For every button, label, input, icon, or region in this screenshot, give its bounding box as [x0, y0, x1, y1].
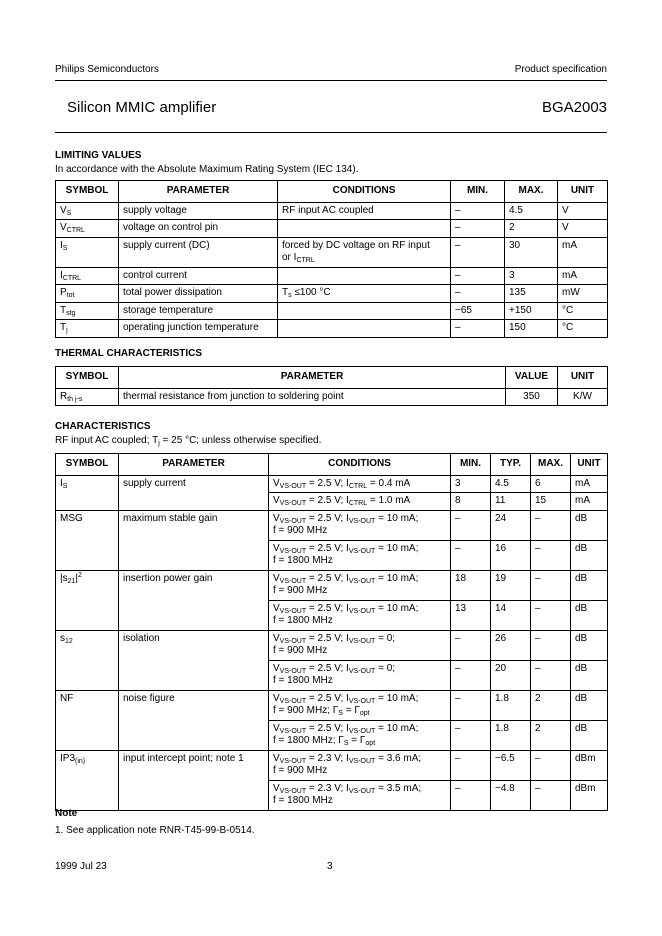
max-cell: 2: [505, 220, 558, 238]
table-row: [56, 267, 608, 285]
table-row: [56, 510, 608, 540]
column-header: SYMBOL: [56, 181, 119, 203]
column-header: UNIT: [558, 181, 608, 203]
max-cell: –: [531, 510, 571, 540]
min-cell: –: [451, 660, 491, 690]
unit-cell: °C: [558, 302, 608, 320]
unit-cell: dB: [571, 570, 608, 600]
parameter-cell: input intercept point; note 1: [119, 750, 269, 810]
thermal-table: [55, 366, 608, 406]
max-cell: 2: [531, 690, 571, 720]
min-cell: −65: [451, 302, 505, 320]
max-cell: –: [531, 630, 571, 660]
typ-cell: 1.8: [491, 690, 531, 720]
parameter-cell: supply voltage: [119, 202, 278, 220]
characteristics-heading: CHARACTERISTICS: [55, 421, 151, 432]
symbol-cell: $I_S$: [56, 475, 119, 510]
symbol-cell: $V_{CTRL}$: [56, 220, 119, 238]
symbol-cell: $T_{stg}$: [56, 302, 119, 320]
parameter-cell: supply current: [119, 475, 269, 510]
parameter-cell: maximum stable gain: [119, 510, 269, 570]
max-cell: –: [531, 540, 571, 570]
table-row: [56, 285, 608, 303]
column-header: CONDITIONS: [269, 454, 451, 476]
unit-cell: V: [558, 202, 608, 220]
conditions-cell: $V_{VS-OUT} = 2.5$ V; $I_{VS-OUT} = 10$ mA; f = 900 MHz; $\Gamma_S = \Gamma_{opt}$: [269, 690, 451, 720]
min-cell: –: [451, 780, 491, 810]
typ-cell: 14: [491, 600, 531, 630]
symbol-cell: $s_{12}$: [56, 630, 119, 690]
typ-cell: 24: [491, 510, 531, 540]
parameter-cell: voltage on control pin: [119, 220, 278, 238]
conditions-cell: [278, 320, 451, 338]
typ-cell: −6.5: [491, 750, 531, 780]
min-cell: –: [451, 540, 491, 570]
column-header: MAX.: [531, 454, 571, 476]
typ-cell: 26: [491, 630, 531, 660]
conditions-cell: $V_{VS-OUT} = 2.3$ V; $I_{VS-OUT} = 3.5$ mA; f = 1800 MHz: [269, 780, 451, 810]
unit-cell: V: [558, 220, 608, 238]
min-cell: –: [451, 630, 491, 660]
max-cell: 3: [505, 267, 558, 285]
header-rule-top: [55, 80, 607, 81]
max-cell: –: [531, 600, 571, 630]
unit-cell: dB: [571, 630, 608, 660]
parameter-cell: insertion power gain: [119, 570, 269, 630]
symbol-cell: $V_S$: [56, 202, 119, 220]
table-row: [56, 220, 608, 238]
symbol-cell: $R_{th j-s}$: [56, 388, 119, 406]
unit-cell: mA: [558, 237, 608, 267]
column-header: MIN.: [451, 181, 505, 203]
note-heading: Note: [55, 808, 78, 819]
conditions-cell: $T_s \le 100$ °C: [278, 285, 451, 303]
conditions-cell: RF input AC coupled: [278, 202, 451, 220]
min-cell: 18: [451, 570, 491, 600]
column-header: CONDITIONS: [278, 181, 451, 203]
footer-date: 1999 Jul 23: [55, 861, 107, 872]
table-row: [56, 690, 608, 720]
conditions-cell: $V_{VS-OUT} = 2.5$ V; $I_{VS-OUT} = 10$ mA; f = 900 MHz: [269, 510, 451, 540]
column-header: PARAMETER: [119, 181, 278, 203]
table-header-row: [56, 454, 608, 476]
max-cell: 4.5: [505, 202, 558, 220]
column-header: SYMBOL: [56, 454, 119, 476]
characteristics-table: [55, 453, 608, 811]
unit-cell: dB: [571, 540, 608, 570]
max-cell: –: [531, 660, 571, 690]
parameter-cell: control current: [119, 267, 278, 285]
part-number: BGA2003: [541, 99, 607, 116]
min-cell: –: [451, 690, 491, 720]
header-rule-bottom: [55, 132, 607, 133]
max-cell: 150: [505, 320, 558, 338]
max-cell: –: [531, 750, 571, 780]
conditions-cell: $V_{VS-OUT} = 2.3$ V; $I_{VS-OUT} = 3.6$ mA; f = 900 MHz: [269, 750, 451, 780]
min-cell: 3: [451, 475, 491, 493]
min-cell: –: [451, 750, 491, 780]
min-cell: –: [451, 267, 505, 285]
min-cell: 13: [451, 600, 491, 630]
symbol-cell: MSG: [56, 510, 119, 570]
symbol-cell: $I_S$: [56, 237, 119, 267]
table-row: [56, 630, 608, 660]
company-name: Philips Semiconductors: [55, 64, 159, 75]
column-header: UNIT: [558, 367, 608, 389]
unit-cell: mA: [571, 475, 608, 493]
symbol-cell: $P_{tot}$: [56, 285, 119, 303]
unit-cell: dB: [571, 660, 608, 690]
unit-cell: dB: [571, 510, 608, 540]
conditions-cell: $V_{VS-OUT} = 2.5$ V; $I_{VS-OUT} = 0$; f = 1800 MHz: [269, 660, 451, 690]
table-row: [56, 237, 608, 267]
min-cell: –: [451, 510, 491, 540]
min-cell: –: [451, 220, 505, 238]
column-header: SYMBOL: [56, 367, 119, 389]
table-row: [56, 475, 608, 493]
note-text: 1. See application note RNR-T45-99-B-0514.: [55, 825, 255, 836]
conditions-cell: $V_{VS-OUT} = 2.5$ V; $I_{VS-OUT} = 10$ mA; f = 1800 MHz; $\Gamma_S = \Gamma_{opt}$: [269, 720, 451, 750]
conditions-cell: $V_{VS-OUT} = 2.5$ V; $I_{VS-OUT} = 10$ mA; f = 900 MHz: [269, 570, 451, 600]
column-header: PARAMETER: [119, 454, 269, 476]
document-title: Silicon MMIC amplifier: [67, 99, 217, 116]
symbol-cell: NF: [56, 690, 119, 750]
document-type: Product specification: [514, 64, 607, 75]
parameter-cell: supply current (DC): [119, 237, 278, 267]
table-row: [56, 202, 608, 220]
conditions-cell: [278, 267, 451, 285]
conditions-cell: $V_{VS-OUT} = 2.5$ V; $I_{VS-OUT} = 10$ mA; f = 1800 MHz: [269, 600, 451, 630]
table-row: [56, 388, 608, 406]
table-row: [56, 750, 608, 780]
unit-cell: mA: [571, 493, 608, 511]
table-row: [56, 570, 608, 600]
symbol-cell: $IP3_{(in)}$: [56, 750, 119, 810]
unit-cell: °C: [558, 320, 608, 338]
unit-cell: mA: [558, 267, 608, 285]
symbol-cell: $|s_{21}|^2$: [56, 570, 119, 630]
column-header: VALUE: [506, 367, 558, 389]
typ-cell: 11: [491, 493, 531, 511]
max-cell: 135: [505, 285, 558, 303]
unit-cell: dBm: [571, 750, 608, 780]
conditions-cell: $V_{VS-OUT} = 2.5$ V; $I_{CTRL} = 0.4$ mA: [269, 475, 451, 493]
max-cell: 2: [531, 720, 571, 750]
parameter-cell: isolation: [119, 630, 269, 690]
column-header: TYP.: [491, 454, 531, 476]
parameter-cell: storage temperature: [119, 302, 278, 320]
typ-cell: 16: [491, 540, 531, 570]
parameter-cell: thermal resistance from junction to soldering point: [119, 388, 506, 406]
unit-cell: dBm: [571, 780, 608, 810]
conditions-cell: $V_{VS-OUT} = 2.5$ V; $I_{VS-OUT} = 0$; f = 900 MHz: [269, 630, 451, 660]
typ-cell: 4.5: [491, 475, 531, 493]
conditions-cell: forced by DC voltage on RF input or $I_{CTRL}$: [278, 237, 451, 267]
typ-cell: −4.8: [491, 780, 531, 810]
table-row: [56, 320, 608, 338]
min-cell: –: [451, 237, 505, 267]
column-header: MAX.: [505, 181, 558, 203]
column-header: UNIT: [571, 454, 608, 476]
column-header: PARAMETER: [119, 367, 506, 389]
page-number: 3: [327, 861, 333, 872]
table-header-row: [56, 181, 608, 203]
symbol-cell: $T_j$: [56, 320, 119, 338]
typ-cell: 19: [491, 570, 531, 600]
column-header: MIN.: [451, 454, 491, 476]
max-cell: 6: [531, 475, 571, 493]
max-cell: 15: [531, 493, 571, 511]
parameter-cell: operating junction temperature: [119, 320, 278, 338]
table-header-row: [56, 367, 608, 389]
limiting-values-subtitle: In accordance with the Absolute Maximum Rating System (IEC 134).: [55, 164, 359, 175]
min-cell: –: [451, 320, 505, 338]
conditions-cell: $V_{VS-OUT} = 2.5$ V; $I_{CTRL} = 1.0$ mA: [269, 493, 451, 511]
parameter-cell: noise figure: [119, 690, 269, 750]
table-row: [56, 302, 608, 320]
limiting-values-heading: LIMITING VALUES: [55, 150, 142, 161]
unit-cell: dB: [571, 600, 608, 630]
min-cell: 8: [451, 493, 491, 511]
unit-cell: K/W: [558, 388, 608, 406]
typ-cell: 1.8: [491, 720, 531, 750]
unit-cell: dB: [571, 690, 608, 720]
min-cell: –: [451, 285, 505, 303]
limiting-values-table: [55, 180, 608, 338]
max-cell: –: [531, 570, 571, 600]
min-cell: –: [451, 720, 491, 750]
conditions-cell: [278, 220, 451, 238]
max-cell: 30: [505, 237, 558, 267]
max-cell: –: [531, 780, 571, 810]
characteristics-subtitle: RF input AC coupled; $T_j = 25$ °C; unless otherwise specified.: [55, 435, 322, 447]
conditions-cell: [278, 302, 451, 320]
typ-cell: 20: [491, 660, 531, 690]
thermal-heading: THERMAL CHARACTERISTICS: [55, 348, 203, 359]
max-cell: +150: [505, 302, 558, 320]
min-cell: –: [451, 202, 505, 220]
unit-cell: mW: [558, 285, 608, 303]
symbol-cell: $I_{CTRL}$: [56, 267, 119, 285]
conditions-cell: $V_{VS-OUT} = 2.5$ V; $I_{VS-OUT} = 10$ mA; f = 1800 MHz: [269, 540, 451, 570]
unit-cell: dB: [571, 720, 608, 750]
value-cell: 350: [506, 388, 558, 406]
parameter-cell: total power dissipation: [119, 285, 278, 303]
